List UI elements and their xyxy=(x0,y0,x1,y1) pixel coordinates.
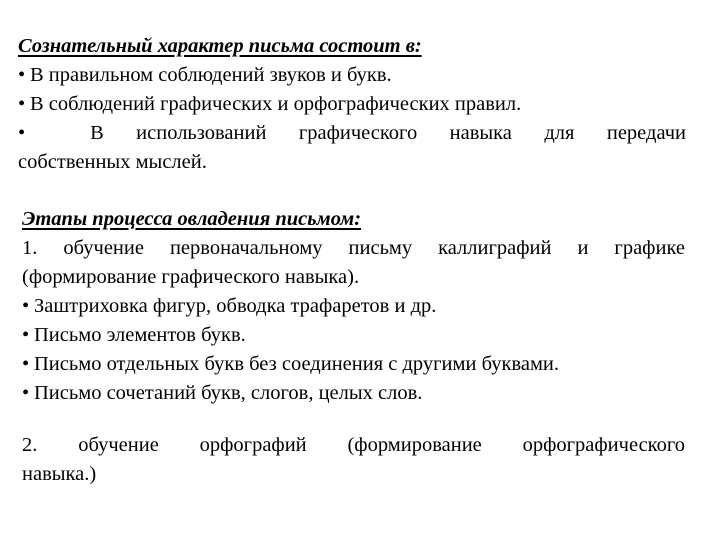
list-item xyxy=(18,90,686,119)
step-1-continuation: (формирование графического навыка). xyxy=(22,266,360,288)
list-item-text: В правильном соблюдений звуков и букв. xyxy=(30,64,392,86)
list-item xyxy=(22,292,685,321)
list-item xyxy=(18,119,686,148)
list-item-text: В соблюдений графических и орфографических правил. xyxy=(30,93,522,115)
section-writing-character xyxy=(18,32,686,177)
bullet-icon: • xyxy=(18,122,26,144)
list-item-text: Письмо отдельных букв без соединения с другими буквами. xyxy=(34,353,560,375)
bullet-icon: • xyxy=(22,353,30,375)
section-writing-stages xyxy=(22,205,685,489)
list-item xyxy=(22,321,685,350)
section-heading: Сознательный характер письма состоит в: xyxy=(18,35,422,57)
list-item-continuation: собственных мыслей. xyxy=(18,151,207,173)
step-2-continuation: навыка.) xyxy=(22,463,97,485)
list-item-text: Письмо элементов букв. xyxy=(34,324,246,346)
bullet-icon: • xyxy=(22,324,30,346)
list-item xyxy=(22,350,685,379)
list-item-text: В использований графического навыка для передачи xyxy=(90,122,687,144)
spacer xyxy=(22,408,685,431)
step-1-text: 1. обучение первоначальному письму каллиграфий и графике xyxy=(22,237,685,259)
list-item xyxy=(22,379,685,408)
list-item xyxy=(18,61,686,90)
list-item-text: Письмо сочетаний букв, слогов, целых слов. xyxy=(34,382,423,404)
step-2-text: 2. обучение орфографий (формирование орфографического xyxy=(22,434,685,456)
bullet-icon: • xyxy=(22,382,30,404)
bullet-icon: • xyxy=(18,64,26,86)
section-heading: Этапы процесса овладения письмом: xyxy=(22,208,362,230)
bullet-icon: • xyxy=(22,295,30,317)
list-item-text: Заштриховка фигур, обводка трафаретов и др. xyxy=(34,295,437,317)
bullet-icon: • xyxy=(18,93,26,115)
